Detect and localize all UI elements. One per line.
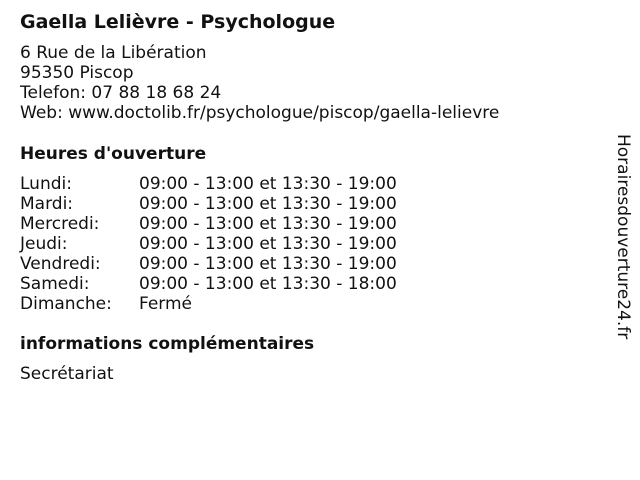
hours-row-sunday xyxy=(20,294,600,314)
day-hours: 09:00 - 13:00 et 13:30 - 19:00 xyxy=(139,194,397,214)
website-line[interactable]: Web: www.doctolib.fr/psychologue/piscop/gaella-lelievre xyxy=(20,103,500,123)
site-brand-vertical: Horairesdouverture24.fr xyxy=(613,134,633,340)
opening-hours-heading: Heures d'ouverture xyxy=(20,144,207,164)
hours-row-friday xyxy=(20,254,600,274)
day-label: Lundi: xyxy=(20,174,72,194)
day-hours: 09:00 - 13:00 et 13:30 - 18:00 xyxy=(139,274,397,294)
address-street: 6 Rue de la Libération xyxy=(20,43,207,63)
phone-line[interactable]: Telefon: 07 88 18 68 24 xyxy=(20,83,222,103)
address-city: 95350 Piscop xyxy=(20,63,134,83)
additional-info-heading: informations complémentaires xyxy=(20,334,315,354)
day-label: Samedi: xyxy=(20,274,90,294)
day-label: Jeudi: xyxy=(20,234,68,254)
hours-row-tuesday xyxy=(20,194,600,214)
day-hours: Fermé xyxy=(139,294,193,314)
listing-card xyxy=(20,10,600,384)
day-label: Mardi: xyxy=(20,194,74,214)
business-name: Gaella Lelièvre - Psychologue xyxy=(20,11,336,33)
day-hours: 09:00 - 13:00 et 13:30 - 19:00 xyxy=(139,234,397,254)
hours-row-monday xyxy=(20,174,600,194)
day-hours: 09:00 - 13:00 et 13:30 - 19:00 xyxy=(139,254,397,274)
day-label: Dimanche: xyxy=(20,294,112,314)
opening-hours-table xyxy=(20,174,600,314)
hours-row-wednesday xyxy=(20,214,600,234)
hours-row-thursday xyxy=(20,234,600,254)
hours-row-saturday xyxy=(20,274,600,294)
additional-info-text: Secrétariat xyxy=(20,364,114,384)
day-label: Vendredi: xyxy=(20,254,101,274)
day-label: Mercredi: xyxy=(20,214,100,234)
day-hours: 09:00 - 13:00 et 13:30 - 19:00 xyxy=(139,174,397,194)
day-hours: 09:00 - 13:00 et 13:30 - 19:00 xyxy=(139,214,397,234)
